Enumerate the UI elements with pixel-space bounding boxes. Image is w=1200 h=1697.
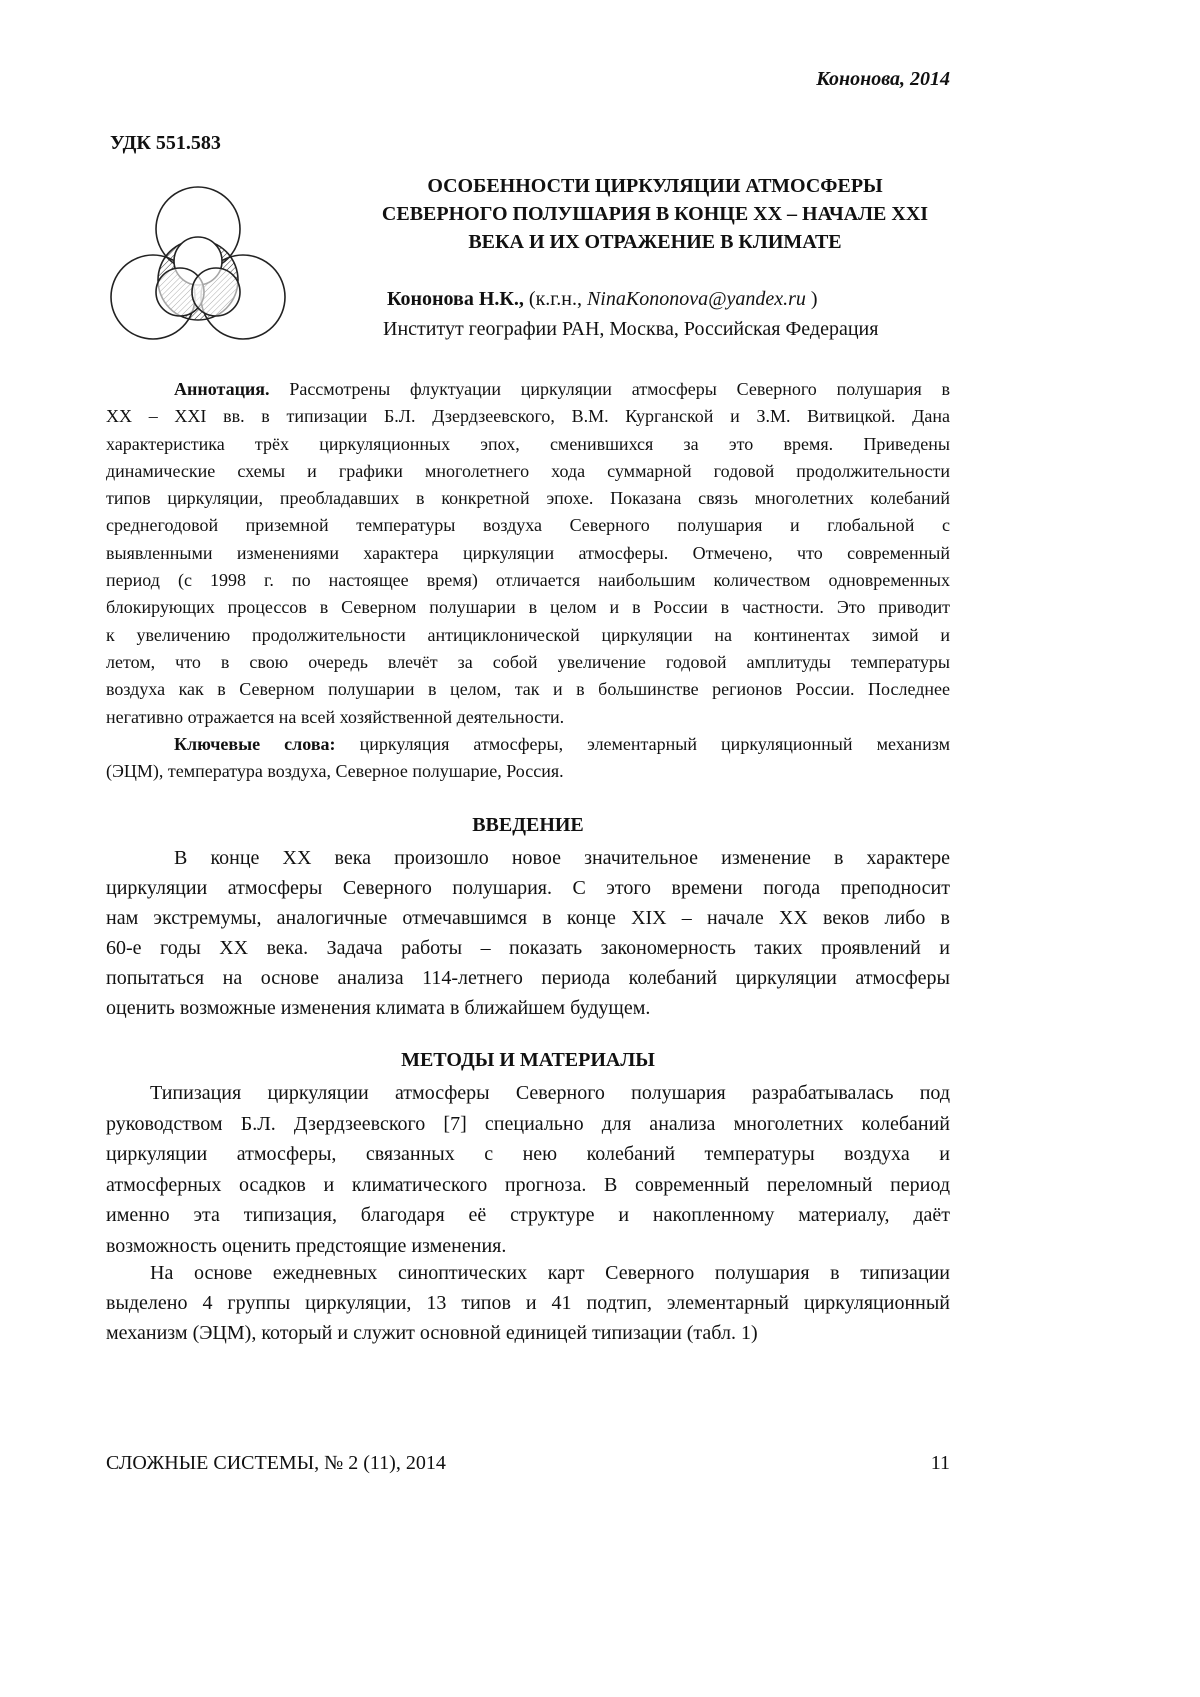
intro-heading: ВВЕДЕНИЕ [106,814,950,837]
line-text: циркуляция атмосферы, элементарный циркуляционный механизм [336,734,950,754]
line-text: атмосферных осадков и климатического прогноза. В современный переломный период [106,1174,950,1196]
label: Ключевые слова: [174,734,336,754]
line-text: к увеличению продолжительности антициклонической циркуляции на континентах зимой и [106,625,950,645]
line-text: характеристика трёх циркуляционных эпох, сменившихся за это время. Приведены [106,434,950,454]
line-text: динамические схемы и графики многолетнего хода суммарной годовой продолжительности [106,461,950,481]
text-line [106,903,950,933]
author-email[interactable]: NinaKononova@yandex.ru [587,288,806,310]
text-line [106,1231,950,1262]
line-text: именно эта типизация, благодаря её структуре и накопленному материалу, даёт [106,1204,950,1226]
text-line [106,993,950,1023]
text-line [106,512,950,539]
text-line [106,1318,950,1348]
text-line [106,1109,950,1140]
line-text: летом, что в свою очередь влечёт за собой увеличение годовой амплитуды температуры [106,652,950,672]
text-line [106,731,950,758]
methods-paragraph-1 [106,1078,950,1262]
line-text: Типизация циркуляции атмосферы Северного полушария разрабатывалась под [150,1082,950,1104]
text-line [106,1200,950,1231]
text-line [106,622,950,649]
line-text: воздуха как в Северном полушарии в целом, так и в большинстве регионов России. Последнее [106,679,950,699]
abstract [106,376,950,785]
text-line [106,458,950,485]
line-text: Рассмотрены флуктуации циркуляции атмосферы Северного полушария в [270,379,950,399]
title-line: ВЕКА И ИХ ОТРАЖЕНИЕ В КЛИМАТЕ [330,228,980,256]
methods-paragraph-2 [106,1258,950,1348]
text-line [106,1170,950,1201]
title-line: СЕВЕРНОГО ПОЛУШАРИЯ В КОНЦЕ XX – НАЧАЛЕ XXI [330,200,980,228]
page [0,0,1200,1697]
text-line [106,704,950,731]
author-name: Кононова Н.К., [387,288,524,310]
page-number: 11 [931,1452,950,1475]
paren: ) [806,288,818,310]
line-text: типов циркуляции, преобладавших в конкретной эпохе. Показана связь многолетних колебаний [106,488,950,508]
text-line [106,485,950,512]
text-line [106,403,950,430]
text-line [106,873,950,903]
line-text: возможность оценить предстоящие изменения. [106,1235,506,1257]
text-line [106,567,950,594]
line-text: циркуляции атмосферы, связанных с нею колебаний температуры воздуха и [106,1143,950,1165]
text-line [106,649,950,676]
line-text: оценить возможные изменения климата в ближайшем будущем. [106,997,650,1019]
line-text: циркуляции атмосферы Северного полушария. С этого времени погода преподносит [106,877,950,899]
line-text: нам экстремумы, аналогичные отмечавшимся в конце XIX – начале XX веков либо в [106,907,950,929]
text-line [106,758,950,785]
line-text: период (с 1998 г. по настоящее время) отличается наибольшим количеством одновременных [106,570,950,590]
intro-paragraph [106,843,950,1023]
methods-heading: МЕТОДЫ И МАТЕРИАЛЫ [106,1049,950,1072]
text-line [106,431,950,458]
line-text: механизм (ЭЦМ), который и служит основной единицей типизации (табл. 1) [106,1322,758,1344]
line-text: попытаться на основе анализа 114-летнего периода колебаний циркуляции атмосферы [106,967,950,989]
line-text: На основе ежедневных синоптических карт Северного полушария в типизации [150,1262,950,1284]
text-line [106,1139,950,1170]
journal-footer: СЛОЖНЫЕ СИСТЕМЫ, № 2 (11), 2014 [106,1452,446,1475]
line-text: среднегодовой приземной температуры воздуха Северного полушария и глобальной с [106,515,950,535]
line-text: 60-е годы XX века. Задача работы – показать закономерность таких проявлений и [106,937,950,959]
text-line [106,843,950,873]
text-line [106,1288,950,1318]
line-text: негативно отражается на всей хозяйственной деятельности. [106,707,564,727]
affiliation: Институт географии РАН, Москва, Российская Федерация [383,318,878,341]
line-text: выявленными изменениями характера циркуляции атмосферы. Отмечено, что современный [106,543,950,563]
udc-code: УДК 551.583 [110,132,221,155]
running-head: Кононова, 2014 [816,68,950,91]
text-line [106,963,950,993]
line-text: (ЭЦМ), температура воздуха, Северное полушарие, Россия. [106,761,564,781]
text-line [106,933,950,963]
line-text: блокирующих процессов в Северном полушарии в целом и в России в частности. Это приводит [106,597,950,617]
title-line: ОСОБЕННОСТИ ЦИРКУЛЯЦИИ АТМОСФЕРЫ [330,172,980,200]
text-line [106,1258,950,1288]
label: Аннотация. [174,379,270,399]
text-line [106,376,950,403]
text-line [106,594,950,621]
text-line [106,540,950,567]
article-title [330,172,980,256]
author-line [387,288,818,311]
line-text: В конце XX века произошло новое значительное изменение в характере [174,847,950,869]
author-degree: (к.г.н., [524,288,587,310]
text-line [106,1078,950,1109]
journal-logo [108,185,288,345]
line-text: руководством Б.Л. Дзердзеевского [7] специально для анализа многолетних колебаний [106,1113,950,1135]
line-text: XX – XXI вв. в типизации Б.Л. Дзердзеевского, В.М. Курганской и З.М. Витвицкой. Дана [106,406,950,426]
line-text: выделено 4 группы циркуляции, 13 типов и 41 подтип, элементарный циркуляционный [106,1292,950,1314]
text-line [106,676,950,703]
